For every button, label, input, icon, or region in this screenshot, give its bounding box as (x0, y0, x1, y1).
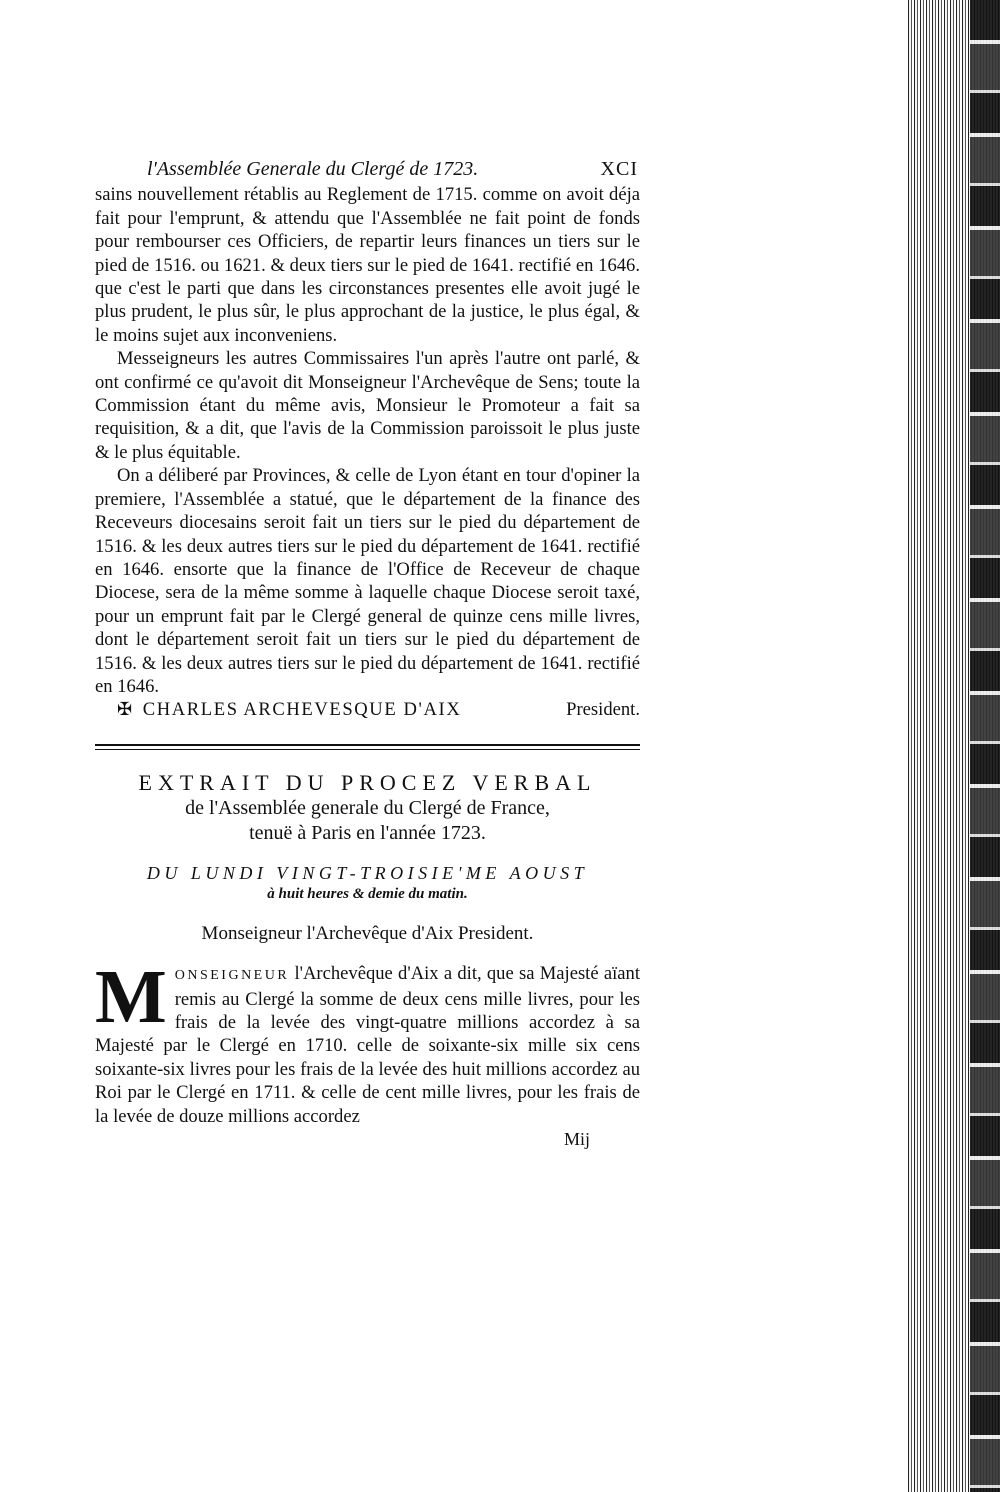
minutes-text: l'Archevêque d'Aix a dit, que sa Majesté aïant remis au Clergé la somme de deux cens mille livres, pour les frais de la levée des vingt-quatre millions accordez à sa Majesté par le Clergé en 1710. celle de soixante-six mille six cens soixante-six livres pour les frais de la levée des huit millions accordez au Roi par le Clergé en 1711. & celle de cent mille livres, pour les frais de la levée de douze millions accordez (95, 963, 640, 1127)
paragraph-2: Messeigneurs les autres Commissaires l'un après l'autre ont parlé, & ont confirmé ce qu'avoit dit Monseigneur l'Archevêque de Sens; toute la Commission étant du même avis, Monsieur le Promoteur a fait sa requisition, & a dit, que l'avis de la Commission paroissoit le plus juste & le plus équitable. (95, 348, 640, 463)
signatory-name: CHARLES (142, 699, 239, 721)
drop-cap: M (95, 955, 167, 1040)
section-rule (95, 744, 640, 746)
signature-line (95, 698, 640, 721)
paragraph-1: sains nouvellement rétablis au Reglement de 1715. comme on avoit déja fait pour l'emprunt, & attendu que l'Assemblée ne fait point de fonds pour rembourser ces Officiers, de repartir leurs finances un tiers sur le pied de 1516. ou 1621. & deux tiers sur le pied de 1641. rectifié en 1646. que c'est le parti que dans les circonstances presentes elle avoit jugé le plus prudent, le plus sûr, le plus approchant de la justice, le plus égal, & le moins sujet aux inconveniens. (95, 184, 640, 346)
page-header (95, 158, 640, 181)
extract-title: EXTRAIT DU PROCEZ VERBAL (138, 769, 597, 795)
book-fore-edge (900, 0, 1000, 1492)
session-date-block (95, 862, 640, 904)
extract-subtitle-2: tenuë à Paris en l'année 1723. (249, 821, 486, 844)
cross-icon: ✠ (117, 699, 133, 720)
extract-subtitle-1: de l'Assemblée generale du Clergé de France, (185, 796, 550, 819)
session-date: DU LUNDI VINGT-TROISIE'ME AOUST (146, 862, 589, 883)
opener-word: ONSEIGNEUR (174, 968, 290, 984)
catchword: Mij (563, 1129, 590, 1149)
presiding-line: Monseigneur l'Archevêque d'Aix President. (201, 922, 534, 944)
folio-number: XCI (600, 158, 638, 180)
session-time: à huit heures & demie du matin. (267, 885, 468, 902)
minutes-paragraph (95, 955, 640, 1128)
page-text-block (95, 158, 640, 1151)
signatory-title: ARCHEVESQUE D'AIX (243, 699, 462, 721)
section-rule-thin (95, 749, 640, 750)
running-title: l'Assemblée Generale du Clergé de 1723. (147, 158, 479, 180)
paragraph-3: On a déliberé par Provinces, & celle de Lyon étant en tour d'opiner la premiere, l'Assemblée a statué, que le département de la finance des Receveurs diocesains seroit fait un tiers sur le pied du département de 1516. & les deux autres tiers sur le pied du département de 1641. rectifié en 1646. ensorte que la finance de l'Office de Receveur de chaque Diocese, sera de la même somme à laquelle chaque Diocese seroit taxé, pour un emprunt fait par le Clergé general de quinze cens mille livres, dont le département seroit fait un tiers sur le pied du département de 1516. & les deux autres tiers sur le pied du département de 1641. rectifié en 1646. (95, 465, 640, 697)
signatory-role: President. (566, 699, 640, 721)
extract-title-block (95, 770, 640, 846)
